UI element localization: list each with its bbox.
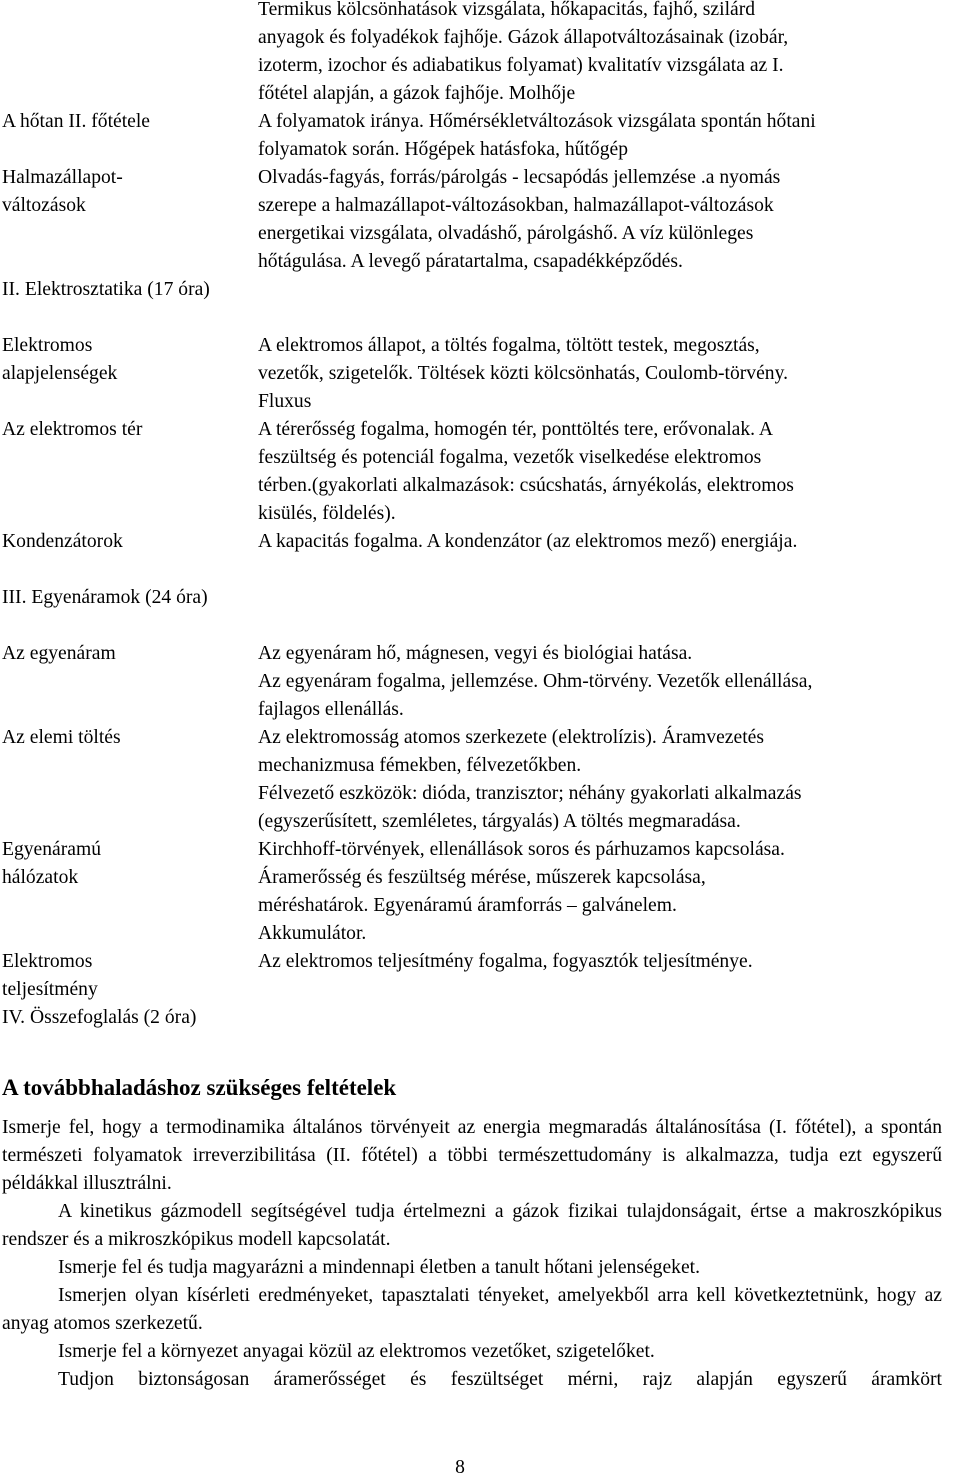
- text-line: mechanizmusa fémekben, félvezetőkben.: [258, 755, 582, 776]
- topic-text: [258, 416, 942, 528]
- text-line: Fluxus: [258, 391, 312, 412]
- topic-row: [2, 724, 942, 836]
- topic-label: A hőtan II. főtétele: [2, 111, 150, 132]
- topic-row: [2, 948, 942, 1004]
- page-number: 8: [455, 1457, 465, 1478]
- topic-text: [258, 164, 942, 276]
- label-line: hálózatok: [2, 867, 79, 888]
- text-line: energetikai vizsgálata, olvadáshő, párolgáshő. A víz különleges: [258, 223, 754, 244]
- section-title: II. Elektrosztatika (17 óra): [2, 279, 210, 300]
- topic-row: [2, 164, 942, 276]
- label-line: teljesítmény: [2, 979, 98, 1000]
- text-line: A térerősség fogalma, homogén tér, ponttöltés tere, erővonalak. A: [258, 419, 774, 440]
- text-line: kisülés, földelés).: [258, 503, 396, 524]
- text-line: Az elektromos teljesítmény fogalma, fogyasztók teljesítménye.: [258, 951, 753, 972]
- text-line: Félvezető eszközök: dióda, tranzisztor; néhány gyakorlati alkalmazás: [258, 783, 802, 804]
- conditions-heading: A továbbhaladáshoz szükséges feltételek: [2, 1075, 397, 1100]
- conditions-paragraph: Ismerje fel a környezet anyagai közül az elektromos vezetőket, szigetelőket.: [58, 1341, 655, 1362]
- label-line: Halmazállapot-: [2, 167, 123, 188]
- topic-text: [258, 528, 942, 556]
- document-page: [2, 0, 942, 1394]
- topic-text: [258, 0, 942, 108]
- topic-row: [2, 332, 942, 416]
- label-line: Elektromos: [2, 951, 93, 972]
- topic-row: [2, 108, 942, 164]
- label-line: Egyenáramú: [2, 839, 102, 860]
- text-line: A folyamatok iránya. Hőmérsékletváltozások vizsgálata spontán hőtani: [258, 111, 816, 132]
- text-line: Termikus kölcsönhatások vizsgálata, hőkapacitás, fajhő, szilárd: [258, 0, 756, 20]
- text-line: méréshatárok. Egyenáramú áramforrás – galvánelem.: [258, 895, 677, 916]
- conditions-paragraph: Ismerje fel és tudja magyarázni a mindennapi életben a tanult hőtani jelenségeket.: [58, 1257, 700, 1278]
- text-line: szerepe a halmazállapot-változásokban, halmazállapot-változások: [258, 195, 774, 216]
- text-line: Az elektromosság atomos szerkezete (elektrolízis). Áramvezetés: [258, 727, 764, 748]
- text-line: Áramerősség és feszültség mérése, műszerek kapcsolása,: [258, 867, 706, 888]
- topic-label: [2, 0, 258, 108]
- label-line: alapjelenségek: [2, 363, 118, 384]
- topic-row: [2, 836, 942, 948]
- text-line: főtétel alapján, a gázok fajhője. Molhője: [258, 83, 576, 104]
- conditions-paragraph: Ismerje fel, hogy a termodinamika általános törvényeit az energia megmaradás általánosítása (I. főtétel), a spontán természeti folyamatok irreverzibilitása (II. főtétel) a többi természettudomány is alkalmazza, tudja ezt egyszerű példákkal illusztrálni.: [2, 1117, 942, 1194]
- text-line: Az egyenáram fogalma, jellemzése. Ohm-törvény. Vezetők ellenállása,: [258, 671, 813, 692]
- topic-label: [2, 164, 258, 276]
- topic-text: [258, 640, 942, 724]
- section-title: IV. Összefoglalás (2 óra): [2, 1007, 197, 1028]
- label-line: változások: [2, 195, 86, 216]
- topic-text: [258, 948, 942, 1004]
- text-line: (egyszerűsített, szemléletes, tárgyalás) A töltés megmaradása.: [258, 811, 741, 832]
- label-line: Elektromos: [2, 335, 93, 356]
- conditions-paragraph: A kinetikus gázmodell segítségével tudja értelmezni a gázok fizikai tulajdonságait, értse a makroszkópikus rendszer és a mikroszkópikus modell kapcsolatát.: [2, 1201, 942, 1250]
- text-line: fajlagos ellenállás.: [258, 699, 404, 720]
- topic-row: [2, 640, 942, 724]
- text-line: vezetők, szigetelők. Töltések közti kölcsönhatás, Coulomb-törvény.: [258, 363, 788, 384]
- topic-label: [2, 332, 258, 416]
- text-line: izoterm, izochor és adiabatikus folyamat) kvalitatív vizsgálata az I.: [258, 55, 784, 76]
- topic-row: [2, 528, 942, 556]
- topic-row: [2, 416, 942, 528]
- topic-label: Az elektromos tér: [2, 419, 143, 440]
- text-line: A elektromos állapot, a töltés fogalma, töltött testek, megosztás,: [258, 335, 760, 356]
- text-line: hőtágulása. A levegő páratartalma, csapadékképződés.: [258, 251, 683, 272]
- topic-label: Kondenzátorok: [2, 531, 123, 552]
- topic-text: [258, 724, 942, 836]
- topic-label: Az elemi töltés: [2, 727, 121, 748]
- topic-label: [2, 948, 258, 1004]
- text-line: Az egyenáram hő, mágnesen, vegyi és biológiai hatása.: [258, 643, 693, 664]
- text-line: Akkumulátor.: [258, 923, 367, 944]
- topic-text: [258, 332, 942, 416]
- conditions-paragraph: Tudjon biztonságosan áramerősséget és feszültséget mérni, rajz alapján egyszerű áramkört: [58, 1369, 942, 1390]
- text-line: térben.(gyakorlati alkalmazások: csúcshatás, árnyékolás, elektromos: [258, 475, 794, 496]
- text-line: Kirchhoff-törvények, ellenállások soros és párhuzamos kapcsolása.: [258, 839, 785, 860]
- topic-text: [258, 108, 942, 164]
- topic-label: Az egyenáram: [2, 643, 116, 664]
- topic-text: [258, 836, 942, 948]
- text-line: anyagok és folyadékok fajhője. Gázok állapotváltozásainak (izobár,: [258, 27, 789, 48]
- topic-row: [2, 0, 942, 108]
- text-line: folyamatok során. Hőgépek hatásfoka, hűtőgép: [258, 139, 628, 160]
- topic-label: [2, 836, 258, 948]
- text-line: A kapacitás fogalma. A kondenzátor (az elektromos mező) energiája.: [258, 531, 798, 552]
- text-line: feszültség és potenciál fogalma, vezetők viselkedése elektromos: [258, 447, 762, 468]
- text-line: Olvadás-fagyás, forrás/párolgás - lecsapódás jellemzése .a nyomás: [258, 167, 781, 188]
- section-title: III. Egyenáramok (24 óra): [2, 587, 208, 608]
- conditions-paragraph: Ismerjen olyan kísérleti eredményeket, tapasztalati tényeket, amelyekből arra kell következtetnünk, hogy az anyag atomos szerkezetű.: [2, 1285, 942, 1334]
